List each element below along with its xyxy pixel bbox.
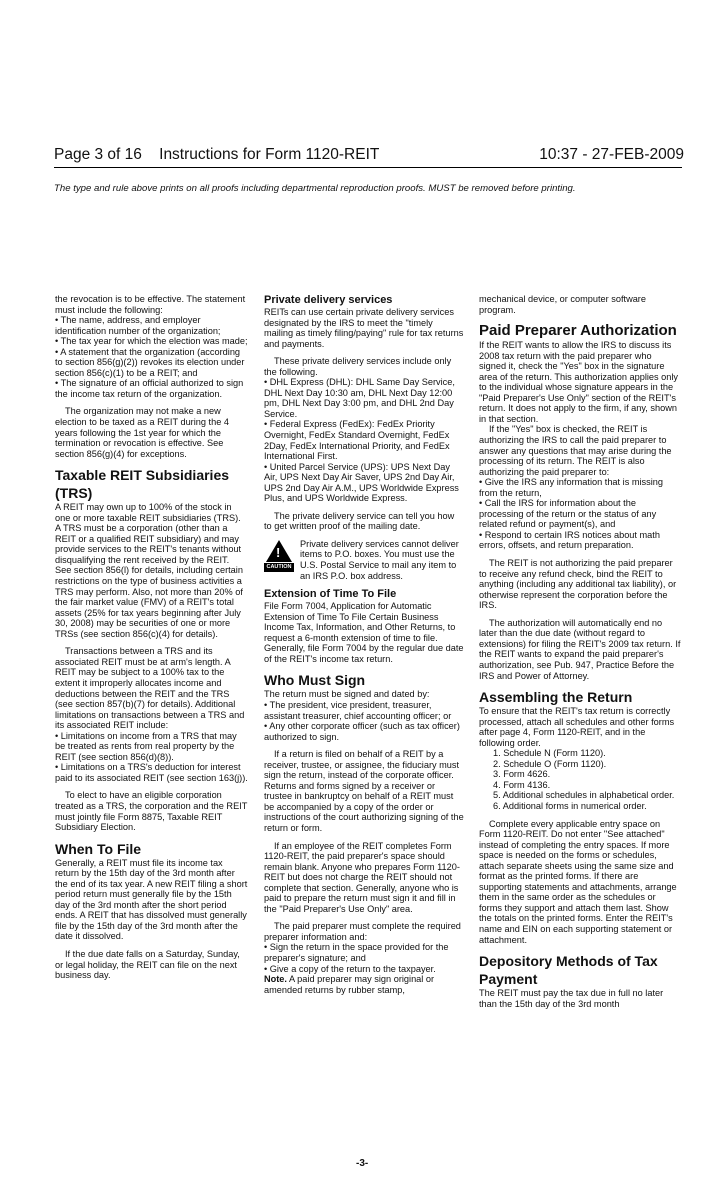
bullet-item: • Limitations on a TRS's deduction for interest paid to its associated REIT (see section 163(j)).	[55, 762, 248, 783]
bullet-item: • The name, address, and employer identification number of the organization;	[55, 315, 221, 336]
section-heading: Who Must Sign	[264, 672, 366, 689]
paragraph: A REIT may own up to 100% of the stock in one or more taxable REIT subsidiaries (TRS). A TRS must be a corporation (other than a REIT or a qualified REIT subsidiary) and may provide services to the REIT's tenants without disqualifying the rent received by the REIT. See section 856(l) for details, including certain restrictions on the type of business activities a TRS may perform. Also, not more than 20% of the fair market value (FMV) of a REIT's total assets (25% for tax years beginning after July 30, 2008) may be securities of one or more TRSs (see section 856(c)(4) for details).	[55, 502, 243, 639]
paragraph: The authorization will automatically end no later than the due date (without regard to extensions) for filing the REIT's 2009 tax return. If the REIT wants to expand the paid preparer's authorization, see Pub. 947, Practice Before the IRS and Power of Attorney.	[479, 617, 681, 681]
caution-text: Private delivery services cannot deliver items to P.O. boxes. You must use the U.S. Postal Service to mail any item to an IRS P.O. box address.	[300, 538, 459, 581]
bullet-item: • United Parcel Service (UPS): UPS Next Day Air, UPS Next Day Air Saver, UPS 2nd Day Air, UPS 2nd Day Air A.M., UPS Worldwide Express Plus, and UPS Worldwide Express.	[264, 461, 459, 504]
note-paragraph	[264, 974, 464, 995]
bullet-item: • Call the IRS for information about the processing of the return or the status of any related refund or payment(s), and	[479, 498, 657, 530]
paragraph: REITs can use certain private delivery services designated by the IRS to meet the "timely mailing as timely filing/paying" rule for tax returns and payments.	[264, 307, 464, 349]
subsection-heading: Private delivery services	[264, 294, 393, 306]
paragraph: If the due date falls on a Saturday, Sunday, or legal holiday, the REIT can file on the next business day.	[55, 948, 240, 981]
bullet-item: • Give a copy of the return to the taxpayer.	[264, 963, 436, 974]
header-timestamp: 10:37 - 27-FEB-2009	[539, 146, 684, 163]
paragraph: Complete every applicable entry space on Form 1120-REIT. Do not enter "See attached" instead of completing the entry spaces. If more space is needed on the forms or schedules, attach separate sheets using the same size and format as the printed forms. If there are supporting statements and attachments, arrange them in the same order as the schedules or forms they support and attach them last. Show the totals on the printed forms. Enter the REIT's name and EIN on each supporting statement or attachment.	[479, 818, 677, 945]
paragraph: the revocation is to be effective. The statement must include the following:	[55, 294, 246, 315]
paragraph: The REIT must pay the tax due in full no later than the 15th day of the 3rd month	[479, 988, 664, 1009]
bullet-item: • Federal Express (FedEx): FedEx Priority Overnight, FedEx Standard Overnight, FedEx 2Day, FedEx International Priority, and FedEx International First.	[264, 419, 450, 462]
bullet-item: • Any other corporate officer (such as tax officer) authorized to sign.	[264, 721, 460, 742]
bullet-item: • Sign the return in the space provided for the preparer's signature; and	[264, 942, 449, 963]
bullet-item: • The signature of an official authorized to sign the income tax return of the organization.	[55, 378, 244, 399]
caution-note	[264, 539, 464, 581]
numbered-item: 2. Schedule O (Form 1120).	[493, 758, 607, 769]
section-heading: Paid Preparer Authorization	[479, 322, 677, 340]
section-heading: Taxable REIT Subsidiaries (TRS)	[55, 467, 230, 502]
caution-icon: ! CAUTION	[264, 540, 294, 572]
bullet-item: • The tax year for which the election was made;	[55, 336, 248, 347]
column-2	[264, 294, 464, 995]
bullet-item: • Limitations on income from a TRS that may be treated as rents from real property by the REIT (see section 856(d)(8)).	[55, 730, 237, 762]
paragraph: The private delivery service can tell you how to get written proof of the mailing date.	[264, 510, 455, 532]
section-heading: Assembling the Return	[479, 689, 633, 706]
paragraph: These private delivery services include only the following.	[264, 356, 452, 377]
note-text: A paid preparer may sign original or amended returns by rubber stamp,	[264, 974, 435, 995]
column-1	[55, 294, 248, 981]
subsection-heading: Extension of Time To File	[264, 588, 397, 601]
page-number: -3-	[356, 1158, 369, 1169]
paragraph: The paid preparer must complete the required preparer information and:	[264, 921, 461, 942]
paragraph: The organization may not make a new election to be taxed as a REIT during the 4 years following the 1st year for which the termination or revocation is effective. See section 856(g)(4) for exceptions.	[55, 406, 229, 459]
column-3	[479, 294, 681, 1009]
bullet-item: • Give the IRS any information that is missing from the return,	[479, 477, 663, 498]
section-heading: When To File	[55, 840, 142, 857]
paragraph: If a return is filed on behalf of a REIT by a receiver, trustee, or assignee, the fiduciary must sign the return, instead of the corporate officer. Returns and forms signed by a receiver or trustee in bankruptcy on behalf of a REIT must be accompanied by a copy of the order or instructions of the court authorizing signing of the return or form.	[264, 749, 464, 833]
paragraph: To ensure that the REIT's tax return is correctly processed, attach all schedules and other forms after page 4, Form 1120-REIT, and in the following order.	[479, 706, 675, 748]
bullet-item: • The president, vice president, treasurer, assistant treasurer, chief accounting officer; or	[264, 699, 452, 721]
header-title: Page 3 of 16 Instructions for Form 1120-REIT	[54, 146, 380, 163]
proof-note: The type and rule above prints on all proofs including departmental reproduction proofs. MUST be removed before printing.	[54, 183, 576, 194]
numbered-item: 3. Form 4626.	[493, 769, 551, 780]
paragraph: Transactions between a TRS and its associated REIT must be at arm's length. A REIT may be subject to a 100% tax to the extent it improperly allocates income and deductions between the REIT and the TRS (see section 857(b)(7) for details). Additional limitations on transactions between a TRS and its associated REIT include:	[55, 646, 245, 731]
paragraph: Generally, a REIT must file its income tax return by the 15th day of the 3rd month after the end of its tax year. A new REIT filing a short period return must generally file by the 15th day of the 3rd month after the short period ends. A REIT that has dissolved must generally file by the 15th day of the 3rd month after the date it dissolved.	[55, 857, 248, 942]
paragraph: mechanical device, or computer software program.	[479, 294, 646, 315]
paragraph: If the REIT wants to allow the IRS to discuss its 2008 tax return with the paid preparer who signed it, check the "Yes" box in the signature area of the return. This authorization applies only to the individual whose signature appears in the "Paid Preparer's Use Only" section of the REIT's return. It does not apply to the firm, if any, shown in that section.	[479, 340, 679, 424]
paragraph: If the "Yes" box is checked, the REIT is authorizing the IRS to call the paid preparer to answer any questions that may arise during the processing of its return. The REIT is also authorizing the paid preparer to:	[479, 424, 672, 477]
bullet-item: • Respond to certain IRS notices about math errors, offsets, and return preparation.	[479, 529, 660, 551]
section-heading: Depository Methods of Tax Payment	[479, 953, 658, 988]
numbered-item: 1. Schedule N (Form 1120).	[493, 748, 606, 759]
paragraph: The REIT is not authorizing the paid preparer to receive any refund check, bind the REIT to anything (including any additional tax liability), or otherwise represent the corporation before the IRS.	[479, 558, 677, 611]
paragraph: If an employee of the REIT completes Form 1120-REIT, the paid preparer's space should remain blank. Anyone who prepares Form 1120-REIT but does not charge the REIT should not complete that section. Generally, anyone who is paid to prepare the return must sign it and fill in the "Paid Preparer's Use Only" area.	[264, 840, 460, 914]
paragraph: The return must be signed and dated by:	[264, 689, 430, 700]
header-rule	[54, 167, 682, 168]
bullet-item: • DHL Express (DHL): DHL Same Day Service, DHL Next Day 10:30 am, DHL Next Day 12:00 pm, DHL Next Day 3:00 pm, and DHL 2nd Day Service.	[264, 377, 455, 419]
numbered-item: 6. Additional forms in numerical order.	[493, 800, 647, 811]
numbered-item: 4. Form 4136.	[493, 779, 551, 790]
bullet-item: • A statement that the organization (according to section 856(g)(2)) revokes its election under section 856(c)(1) to be a REIT; and	[55, 346, 245, 378]
numbered-item: 5. Additional schedules in alphabetical order.	[493, 790, 675, 801]
paragraph: To elect to have an eligible corporation treated as a TRS, the corporation and the REIT must jointly file Form 8875, Taxable REIT Subsidiary Election.	[55, 790, 248, 833]
note-label: Note.	[264, 974, 287, 985]
paragraph: File Form 7004, Application for Automatic Extension of Time To File Certain Business Income Tax, Information, and Other Returns, to request a 6-month extension of time to file. Generally, file Form 7004 by the regular due date of the REIT's income tax return.	[264, 601, 464, 664]
